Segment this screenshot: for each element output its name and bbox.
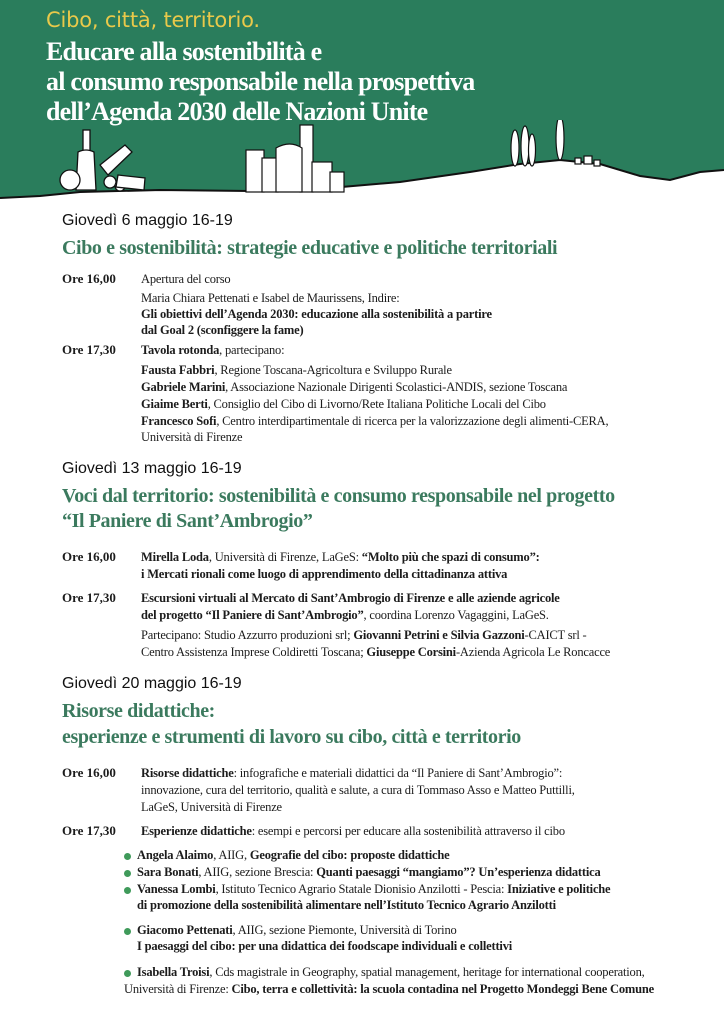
speaker-name: Isabella Troisi (137, 965, 210, 979)
program-line (141, 765, 562, 781)
bullet-icon (124, 970, 131, 977)
speaker-affiliation: , Associazione Nazionale Dirigenti Scolastici-ANDIS, sezione Toscana (225, 380, 568, 394)
speaker-line (137, 897, 556, 913)
program-line (141, 322, 303, 338)
speaker-name: Fausta Fabbri (141, 363, 215, 377)
activity-name: Escursioni virtuali al Mercato di Sant’Ambrogio di Firenze e alle aziende agricole (141, 591, 560, 605)
session-time: Ore 16,00 (62, 271, 116, 286)
talk-title: Cibo, terra e collettività: la scuola contadina nel Progetto Mondeggi Bene Comune (231, 982, 654, 996)
speaker-line (137, 938, 512, 954)
speaker-affiliation: , Cds magistrale in Geography, spatial management, heritage for international cooperation, (209, 965, 645, 979)
session-time: Ore 16,00 (62, 549, 116, 564)
session-title: Risorse didattiche: (62, 700, 215, 722)
speaker-line (137, 922, 457, 938)
banner-kicker: Cibo, città, territorio. (46, 8, 260, 32)
session-time: Ore 16,00 (62, 765, 116, 780)
speaker-line (141, 413, 608, 429)
session-date: Giovedì 6 maggio 16-19 (62, 212, 233, 229)
activity-name: Esperienze didattiche (141, 824, 252, 838)
banner-title-line: dell’Agenda 2030 delle Nazioni Unite (46, 97, 428, 126)
speaker-affiliation: Centro Assistenza Imprese Coldiretti Toscana; (141, 645, 367, 659)
banner-title-line: Educare alla sostenibilità e (46, 37, 322, 66)
header-banner (0, 0, 724, 212)
speaker-affiliation: -Azienda Agricola Le Roncacce (455, 645, 611, 659)
program-line (141, 823, 565, 839)
participants-label: Partecipano: Studio Azzurro produzioni srl; (141, 628, 354, 642)
speaker-affiliation: , AIIG, sezione Brescia: (198, 865, 317, 879)
speaker-affiliation: , Istituto Tecnico Agrario Statale Dionisio Anzilotti - Pescia: (215, 882, 508, 896)
program-line (141, 607, 549, 623)
program-line (141, 590, 560, 606)
session-time: Ore 17,30 (62, 342, 116, 357)
speaker-line (137, 864, 601, 880)
bullet-icon (124, 928, 131, 935)
banner-title (46, 37, 475, 127)
speaker-name: Gabriele Marini (141, 380, 226, 394)
talk-title: Iniziative e politiche (507, 882, 611, 896)
session-date: Giovedì 20 maggio 16-19 (62, 675, 242, 692)
speaker-affiliation: Università di Firenze: (124, 982, 232, 996)
program-line: LaGeS, Università di Firenze (141, 800, 282, 814)
speaker-affiliation: , Regione Toscana-Agricoltura e Sviluppo Rurale (214, 363, 452, 377)
speaker-affiliation: -CAICT srl - (524, 628, 587, 642)
program-line (141, 306, 492, 322)
speaker-line (124, 981, 654, 997)
speaker-name: Francesco Sofi (141, 414, 217, 428)
activity-note: , coordina Lorenzo Vagaggini, LaGeS. (363, 608, 549, 622)
session-title: Voci dal territorio: sostenibilità e consumo responsabile nel progetto (62, 485, 615, 507)
program-line: Apertura del corso (141, 272, 231, 286)
program-line (141, 627, 586, 643)
speaker-name: Mirella Loda (141, 550, 209, 564)
session-title: “Il Paniere di Sant’Ambrogio” (62, 510, 313, 532)
speaker-affiliation: , Consiglio del Cibo di Livorno/Rete Italiana Politiche Locali del Cibo (207, 397, 546, 411)
program-line (141, 566, 507, 582)
talk-title: Quanti paesaggi “mangiamo”? Un’esperienza didattica (316, 865, 601, 879)
talk-title: Gli obiettivi dell’Agenda 2030: educazione alla sostenibilità a partire (141, 307, 492, 321)
program-line: Maria Chiara Pettenati e Isabel de Maurissens, Indire: (141, 291, 400, 305)
bullet-icon (124, 853, 131, 860)
program-line (141, 644, 610, 660)
speaker-affiliation: , Centro interdipartimentale di ricerca per la valorizzazione degli alimenti-CERA, (216, 414, 609, 428)
session-time: Ore 17,30 (62, 590, 116, 605)
activity-note: , partecipano: (219, 343, 285, 357)
talk-title: di promozione della sostenibilità alimentare nell’Istituto Tecnico Agrario Anzilotti (137, 898, 556, 912)
speaker-line (137, 964, 645, 980)
talk-title: “Molto più che spazi di consumo”: (361, 550, 540, 564)
talk-title: Geografie del cibo: proposte didattiche (249, 848, 450, 862)
talk-title: i Mercati rionali come luogo di apprendimento della cittadinanza attiva (141, 567, 508, 581)
activity-name: Tavola rotonda (141, 343, 220, 357)
speaker-name: Sara Bonati (137, 865, 199, 879)
talk-title: I paesaggi del cibo: per una didattica dei foodscape individuali e collettivi (137, 939, 513, 953)
session-title: Cibo e sostenibilità: strategie educative e politiche territoriali (62, 237, 558, 259)
speaker-line (141, 396, 546, 412)
session-title: esperienze e strumenti di lavoro su cibo, città e territorio (62, 726, 521, 748)
activity-name: Risorse didattiche (141, 766, 234, 780)
speaker-line: Università di Firenze (141, 430, 243, 444)
session-time: Ore 17,30 (62, 823, 116, 838)
program-line (141, 549, 540, 565)
tuscan-landscape-illustration (0, 120, 724, 212)
speaker-name: Giaime Berti (141, 397, 208, 411)
speaker-name: Giovanni Petrini e Silvia Gazzoni (353, 628, 525, 642)
speaker-line (137, 881, 610, 897)
speaker-affiliation: , AIIG, (213, 848, 250, 862)
speaker-line (137, 847, 449, 863)
speaker-name: Angela Alaimo (137, 848, 214, 862)
bullet-icon (124, 887, 131, 894)
activity-name: del progetto “Il Paniere di Sant’Ambrogio” (141, 608, 364, 622)
bullet-icon (124, 870, 131, 877)
speaker-line (141, 379, 567, 395)
program-line: innovazione, cura del territorio, qualità e salute, a cura di Tommaso Asso e Matteo Puttilli, (141, 783, 575, 797)
speaker-name: Giacomo Pettenati (137, 923, 233, 937)
speaker-affiliation: , Università di Firenze, LaGeS: (208, 550, 362, 564)
speaker-name: Vanessa Lombi (137, 882, 216, 896)
activity-note: : esempi e percorsi per educare alla sostenibilità attraverso il cibo (251, 824, 565, 838)
session-date: Giovedì 13 maggio 16-19 (62, 460, 242, 477)
program-line (141, 342, 284, 358)
banner-title-line: al consumo responsabile nella prospettiva (46, 67, 475, 96)
speaker-affiliation: , AIIG, sezione Piemonte, Università di Torino (232, 923, 457, 937)
speaker-name: Giuseppe Corsini (366, 645, 456, 659)
speaker-line (141, 362, 452, 378)
talk-title: dal Goal 2 (sconfiggere la fame) (141, 323, 304, 337)
activity-note: : infografiche e materiali didattici da “Il Paniere di Sant’Ambrogio”: (233, 766, 563, 780)
